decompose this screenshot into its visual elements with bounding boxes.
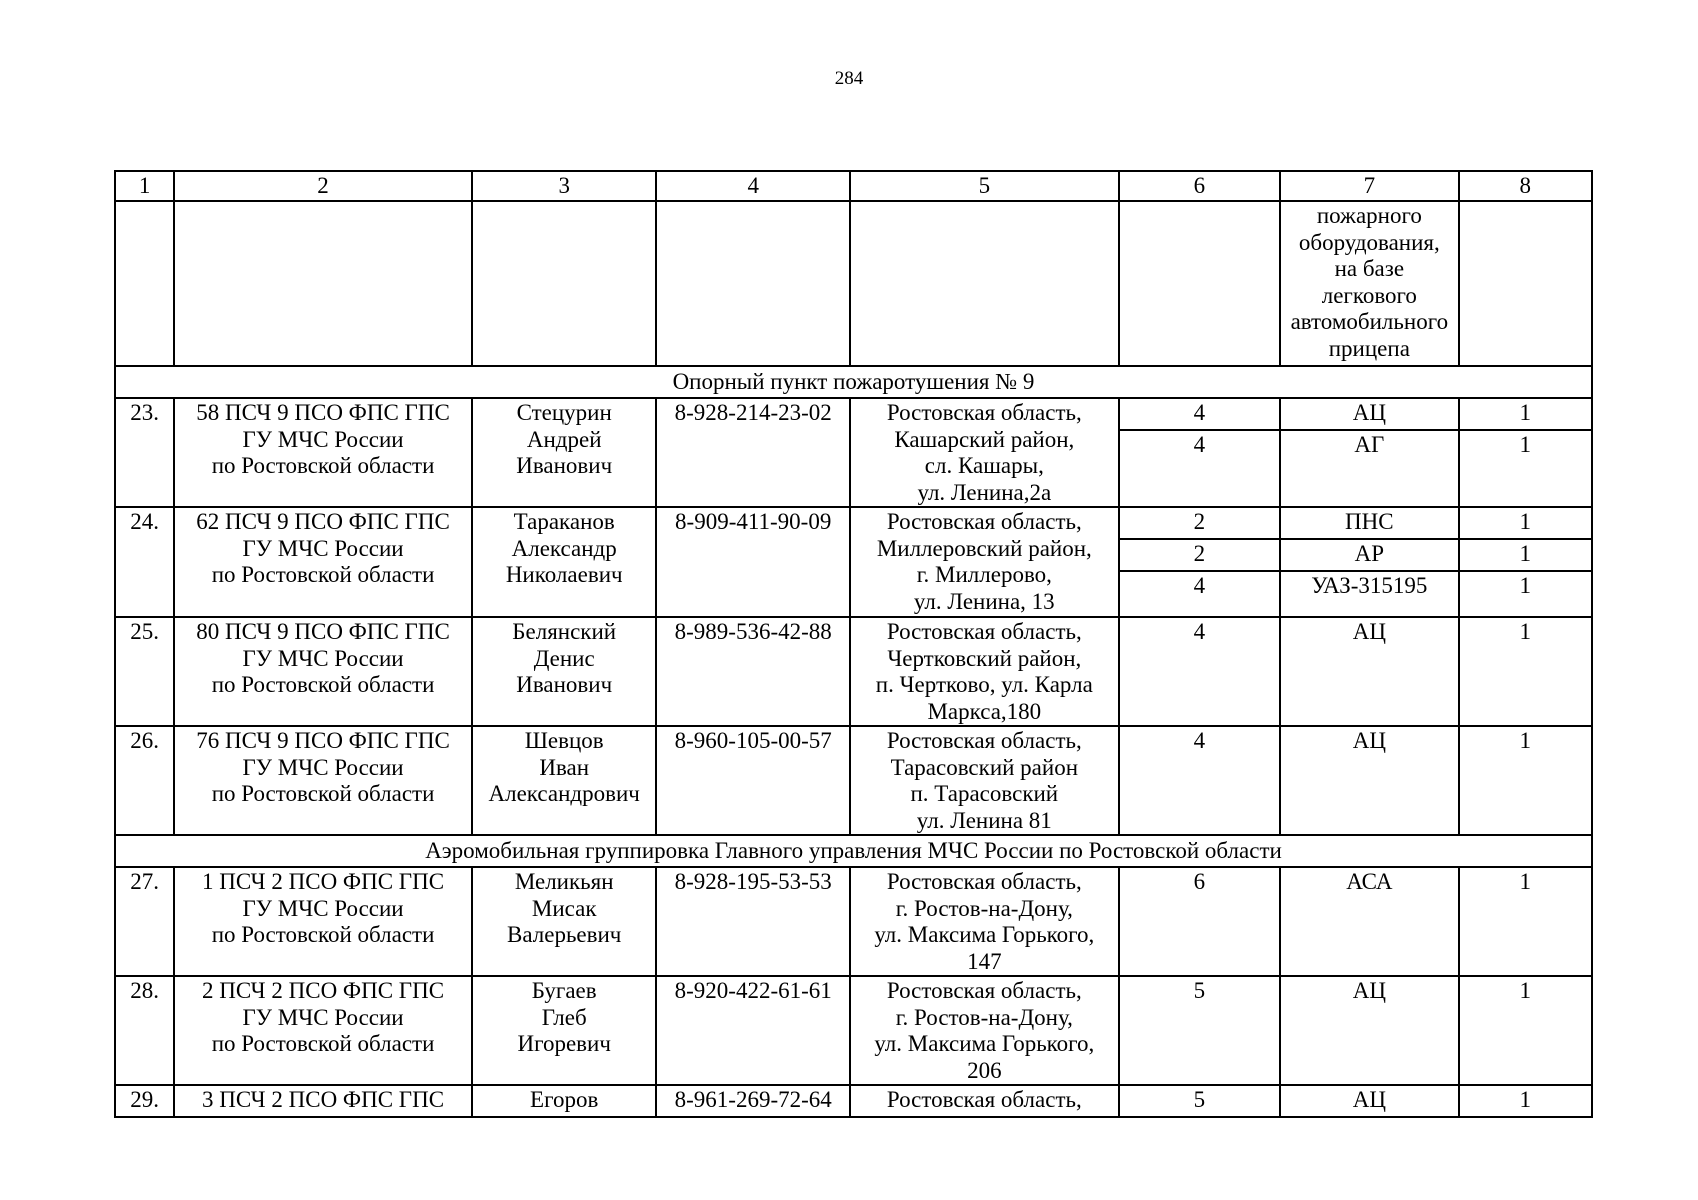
vehicle-count: 1 bbox=[1459, 1085, 1592, 1117]
row-number: 25. bbox=[115, 617, 174, 726]
table-row bbox=[115, 617, 1592, 726]
vehicle-count: 1 bbox=[1459, 867, 1592, 976]
phone: 8-989-536-42-88 bbox=[656, 617, 850, 726]
crew-count: 4 bbox=[1119, 398, 1280, 430]
address: Ростовская область, Тарасовский район п. Тарасовский ул. Ленина 81 bbox=[850, 726, 1119, 835]
person-name: Бугаев Глеб Игоревич bbox=[472, 976, 656, 1085]
crew-count: 6 bbox=[1119, 867, 1280, 976]
vehicle-count: 1 bbox=[1459, 976, 1592, 1085]
crew-count: 4 bbox=[1119, 430, 1280, 507]
unit-name: 76 ПСЧ 9 ПСО ФПС ГПС ГУ МЧС России по Ростовской области bbox=[174, 726, 472, 835]
row-number: 26. bbox=[115, 726, 174, 835]
column-number: 8 bbox=[1459, 171, 1592, 201]
unit-name: 80 ПСЧ 9 ПСО ФПС ГПС ГУ МЧС России по Ростовской области bbox=[174, 617, 472, 726]
table-row bbox=[115, 867, 1592, 976]
column-number: 2 bbox=[174, 171, 472, 201]
vehicle-type: АГ bbox=[1280, 430, 1458, 507]
vehicle-type: УАЗ-315195 bbox=[1280, 571, 1458, 617]
page-number: 284 bbox=[834, 68, 864, 89]
column-number: 5 bbox=[850, 171, 1119, 201]
section-title: Опорный пункт пожаротушения № 9 bbox=[115, 366, 1592, 398]
vehicle-count: 1 bbox=[1459, 539, 1592, 571]
person-name: Егоров bbox=[472, 1085, 656, 1117]
vehicle-type: АЦ bbox=[1280, 1085, 1458, 1117]
row-number: 29. bbox=[115, 1085, 174, 1117]
crew-count: 4 bbox=[1119, 726, 1280, 835]
vehicle-type: АЦ bbox=[1280, 976, 1458, 1085]
person-name: Меликьян Мисак Валерьевич bbox=[472, 867, 656, 976]
vehicle-count: 1 bbox=[1459, 398, 1592, 430]
person-name: Стецурин Андрей Иванович bbox=[472, 398, 656, 507]
vehicle-type: АР bbox=[1280, 539, 1458, 571]
table-row bbox=[115, 726, 1592, 835]
row-number: 28. bbox=[115, 976, 174, 1085]
section-title: Аэромобильная группировка Главного управления МЧС России по Ростовской области bbox=[115, 835, 1592, 867]
column-number: 4 bbox=[656, 171, 850, 201]
phone: 8-928-214-23-02 bbox=[656, 398, 850, 507]
section-row bbox=[115, 835, 1592, 867]
table-row bbox=[115, 976, 1592, 1085]
units-table bbox=[114, 170, 1593, 1118]
vehicle-type: АЦ bbox=[1280, 398, 1458, 430]
continuation-row bbox=[115, 201, 1592, 366]
crew-count: 2 bbox=[1119, 539, 1280, 571]
crew-count: 5 bbox=[1119, 1085, 1280, 1117]
vehicle-count: 1 bbox=[1459, 617, 1592, 726]
phone: 8-909-411-90-09 bbox=[656, 507, 850, 617]
unit-name: 62 ПСЧ 9 ПСО ФПС ГПС ГУ МЧС России по Ростовской области bbox=[174, 507, 472, 617]
address: Ростовская область, Кашарский район, сл. Кашары, ул. Ленина,2а bbox=[850, 398, 1119, 507]
table-row bbox=[115, 1085, 1592, 1117]
unit-name: 2 ПСЧ 2 ПСО ФПС ГПС ГУ МЧС России по Ростовской области bbox=[174, 976, 472, 1085]
vehicle-type: АСА bbox=[1280, 867, 1458, 976]
table-row bbox=[115, 398, 1592, 430]
table-row bbox=[115, 507, 1592, 539]
row-number: 23. bbox=[115, 398, 174, 507]
vehicle-count: 1 bbox=[1459, 430, 1592, 507]
unit-name: 1 ПСЧ 2 ПСО ФПС ГПС ГУ МЧС России по Ростовской области bbox=[174, 867, 472, 976]
vehicle-type: АЦ bbox=[1280, 726, 1458, 835]
address: Ростовская область, Миллеровский район, г. Миллерово, ул. Ленина, 13 bbox=[850, 507, 1119, 617]
address: Ростовская область, Чертковский район, п. Чертково, ул. Карла Маркса,180 bbox=[850, 617, 1119, 726]
address: Ростовская область, г. Ростов-на-Дону, ул. Максима Горького, 206 bbox=[850, 976, 1119, 1085]
crew-count: 4 bbox=[1119, 617, 1280, 726]
vehicle-count: 1 bbox=[1459, 571, 1592, 617]
column-number: 3 bbox=[472, 171, 656, 201]
crew-count: 2 bbox=[1119, 507, 1280, 539]
phone: 8-961-269-72-64 bbox=[656, 1085, 850, 1117]
vehicle-count: 1 bbox=[1459, 507, 1592, 539]
vehicle-count: 1 bbox=[1459, 726, 1592, 835]
unit-name: 58 ПСЧ 9 ПСО ФПС ГПС ГУ МЧС России по Ростовской области bbox=[174, 398, 472, 507]
section-row bbox=[115, 366, 1592, 398]
phone: 8-960-105-00-57 bbox=[656, 726, 850, 835]
phone: 8-928-195-53-53 bbox=[656, 867, 850, 976]
person-name: Белянский Денис Иванович bbox=[472, 617, 656, 726]
crew-count: 5 bbox=[1119, 976, 1280, 1085]
address: Ростовская область, bbox=[850, 1085, 1119, 1117]
column-number-row bbox=[115, 171, 1592, 201]
row-number: 24. bbox=[115, 507, 174, 617]
person-name: Тараканов Александр Николаевич bbox=[472, 507, 656, 617]
crew-count: 4 bbox=[1119, 571, 1280, 617]
unit-name: 3 ПСЧ 2 ПСО ФПС ГПС bbox=[174, 1085, 472, 1117]
continuation-equipment-text: пожарного оборудования, на базе легкового автомобильного прицепа bbox=[1280, 201, 1458, 366]
person-name: Шевцов Иван Александрович bbox=[472, 726, 656, 835]
vehicle-type: АЦ bbox=[1280, 617, 1458, 726]
vehicle-type: ПНС bbox=[1280, 507, 1458, 539]
address: Ростовская область, г. Ростов-на-Дону, ул. Максима Горького, 147 bbox=[850, 867, 1119, 976]
column-number: 7 bbox=[1280, 171, 1458, 201]
column-number: 6 bbox=[1119, 171, 1280, 201]
row-number: 27. bbox=[115, 867, 174, 976]
column-number: 1 bbox=[115, 171, 174, 201]
phone: 8-920-422-61-61 bbox=[656, 976, 850, 1085]
